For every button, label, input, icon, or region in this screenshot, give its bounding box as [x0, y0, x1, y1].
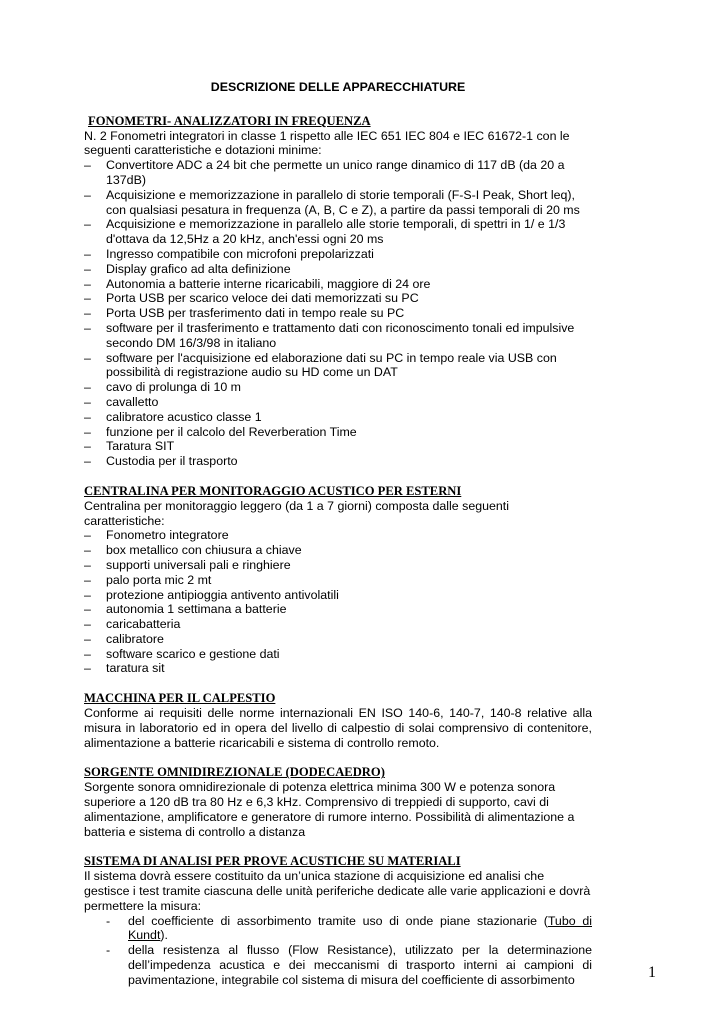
centralina-list — [84, 528, 592, 676]
dash-bullet: – — [84, 187, 91, 202]
dash-bullet: – — [84, 306, 91, 321]
dash-bullet: – — [84, 158, 91, 173]
item-text: Porta USB per scarico veloce dei dati memorizzati su PC — [106, 291, 419, 306]
list-item — [84, 395, 592, 410]
page-number: 1 — [648, 964, 656, 981]
tubo-di-kundt-link[interactable]: Tubo di Kundt — [128, 913, 592, 943]
list-item — [84, 914, 592, 944]
item-text: Taratura SIT — [106, 439, 175, 454]
dash-bullet: – — [84, 439, 91, 454]
list-item — [84, 291, 592, 306]
item-text: palo porta mic 2 mt — [106, 572, 212, 587]
item-text: cavalletto — [106, 394, 159, 409]
section-intro-fonometri: N. 2 Fonometri integratori in classe 1 rispetto alle IEC 651 IEC 804 e IEC 61672-1 con le seguenti caratteristiche e dotazioni minime: — [84, 128, 570, 158]
document-page — [84, 80, 592, 988]
item-text: software scarico e gestione dati — [106, 646, 280, 661]
list-item — [84, 558, 592, 573]
item-text: Convertitore ADC a 24 bit che permette un unico range dinamico di 117 dB (da 20 a 137dB) — [106, 158, 565, 187]
item-text-end: ). — [160, 928, 168, 943]
dash-bullet: – — [84, 661, 91, 676]
list-item — [84, 277, 592, 292]
section-intro-centralina: Centralina per monitoraggio leggero (da 1 a 7 giorni) composta dalle seguenti caratteristiche: — [84, 498, 509, 528]
dash-bullet: – — [84, 572, 91, 587]
list-item — [84, 588, 592, 603]
list-item — [84, 247, 592, 262]
dash-bullet: – — [84, 276, 91, 291]
list-item — [84, 943, 592, 987]
list-item — [84, 410, 592, 425]
fonometri-list — [84, 158, 592, 469]
section-body-sorgente: Sorgente sonora omnidirezionale di potenza elettrica minima 300 W e potenza sonora superiore a 120 dB tra 80 Hz e 6,3 kHz. Comprensivo di treppiedi di supporto, cavi di alimentazione, amplificatore e generatore di rumore interno. Possibilità di alimentazione a batteria e sistema di controllo a distanza — [84, 780, 575, 839]
item-text: Acquisizione e memorizzazione in parallelo di storie temporali (F-S-I Peak, Short leq), con qualsiasi pesatura in frequenza (A, B, C e Z), a partire da passi temporali di 20 ms — [106, 187, 580, 217]
dash-bullet: - — [106, 943, 111, 958]
dash-bullet: – — [84, 557, 91, 572]
list-item — [84, 217, 592, 247]
list-item — [84, 543, 592, 558]
dash-bullet: – — [84, 631, 91, 646]
list-item — [84, 351, 592, 381]
item-text: Acquisizione e memorizzazione in parallelo alle storie temporali, di spettri in 1/ e 1/3 d'ottava da 12,5Hz a 20 kHz, anch'essi ogni 20 ms — [106, 217, 566, 247]
list-item — [84, 425, 592, 440]
section-heading-sorgente: SORGENTE OMNIDIREZIONALE (DODECAEDRO) — [84, 765, 385, 780]
item-text: Display grafico ad alta definizione — [106, 261, 291, 276]
item-text: taratura sit — [106, 661, 165, 676]
item-text: Fonometro integratore — [106, 528, 229, 543]
section-intro-sistema: Il sistema dovrà essere costituito da un’unica stazione di acquisizione ed analisi che gestisce i test tramite ciascuna delle unità periferiche dedicate alle varie applicazioni e dovrà permettere la misura: — [84, 869, 591, 913]
dash-bullet: – — [84, 409, 91, 424]
list-item — [84, 661, 592, 676]
section-body-macchina: Conforme ai requisiti delle norme internazionali EN ISO 140-6, 140-7, 140-8 relative alla misura in laboratorio ed in opera del livello di calpestio di solai comprensivo di contenitore, alimentazione a batterie ricaricabili e sistema di controllo remoto. — [84, 706, 592, 750]
list-item — [84, 188, 592, 218]
item-text: Porta USB per trasferimento dati in tempo reale su PC — [106, 306, 405, 321]
item-text: caricabatteria — [106, 617, 181, 632]
item-text: Custodia per il trasporto — [106, 454, 238, 469]
item-text: calibratore acustico classe 1 — [106, 409, 262, 424]
dash-bullet: – — [84, 380, 91, 395]
dash-bullet: – — [84, 424, 91, 439]
item-text: Ingresso compatibile con microfoni prepolarizzati — [106, 246, 374, 261]
dash-bullet: – — [84, 261, 91, 276]
dash-bullet: – — [84, 617, 91, 632]
dash-bullet: – — [84, 602, 91, 617]
item-text: box metallico con chiusura a chiave — [106, 543, 302, 558]
dash-bullet: – — [84, 646, 91, 661]
dash-bullet: – — [84, 246, 91, 261]
item-text: autonomia 1 settimana a batterie — [106, 602, 287, 617]
list-item — [84, 602, 592, 617]
item-text: del coefficiente di assorbimento tramite uso di onde piane stazionarie ( — [128, 913, 548, 928]
item-text: funzione per il calcolo del Reverberation Time — [106, 424, 357, 439]
list-item — [84, 647, 592, 662]
list-item — [84, 380, 592, 395]
item-text: cavo di prolunga di 10 m — [106, 380, 242, 395]
list-item — [84, 262, 592, 277]
sistema-list — [84, 914, 592, 988]
list-item — [84, 528, 592, 543]
item-text: software per il trasferimento e trattamento dati con riconoscimento tonali ed impulsive secondo DM 16/3/98 in italiano — [106, 320, 575, 350]
dash-bullet: – — [84, 394, 91, 409]
item-text: supporti universali pali e ringhiere — [106, 557, 291, 572]
list-item — [84, 158, 592, 188]
dash-bullet: – — [84, 320, 91, 335]
dash-bullet: - — [106, 913, 111, 928]
list-item — [84, 321, 592, 351]
list-item — [84, 617, 592, 632]
list-item — [84, 439, 592, 454]
section-heading-fonometri: FONOMETRI- ANALIZZATORI IN FREQUENZA — [88, 113, 371, 128]
dash-bullet: – — [84, 543, 91, 558]
dash-bullet: – — [84, 291, 91, 306]
section-heading-sistema: SISTEMA DI ANALISI PER PROVE ACUSTICHE SU MATERIALI — [84, 854, 461, 869]
item-text: Autonomia a batterie interne ricaricabili, maggiore di 24 ore — [106, 276, 431, 291]
dash-bullet: – — [84, 528, 91, 543]
list-item — [84, 306, 592, 321]
list-item — [84, 454, 592, 469]
dash-bullet: – — [84, 217, 91, 232]
list-item — [84, 632, 592, 647]
dash-bullet: – — [84, 350, 91, 365]
document-title: DESCRIZIONE DELLE APPARECCHIATURE — [210, 80, 466, 94]
item-text: della resistenza al flusso (Flow Resistance), utilizzato per la determinazione dell’impedenza acustica e dei meccanismi di trasporto interni ai campioni di pavimentazione, integrabile col sistema di misura del coefficiente di assorbimento — [128, 943, 592, 987]
section-heading-centralina: CENTRALINA PER MONITORAGGIO ACUSTICO PER ESTERNI — [84, 483, 462, 498]
list-item — [84, 573, 592, 588]
item-text: protezione antipioggia antivento antivolatili — [106, 587, 339, 602]
item-text: software per l'acquisizione ed elaborazione dati su PC in tempo reale via USB con possibilità di registrazione audio su HD come un DAT — [106, 350, 557, 380]
item-text: calibratore — [106, 631, 164, 646]
dash-bullet: – — [84, 454, 91, 469]
dash-bullet: – — [84, 587, 91, 602]
section-heading-macchina: MACCHINA PER IL CALPESTIO — [84, 691, 276, 706]
